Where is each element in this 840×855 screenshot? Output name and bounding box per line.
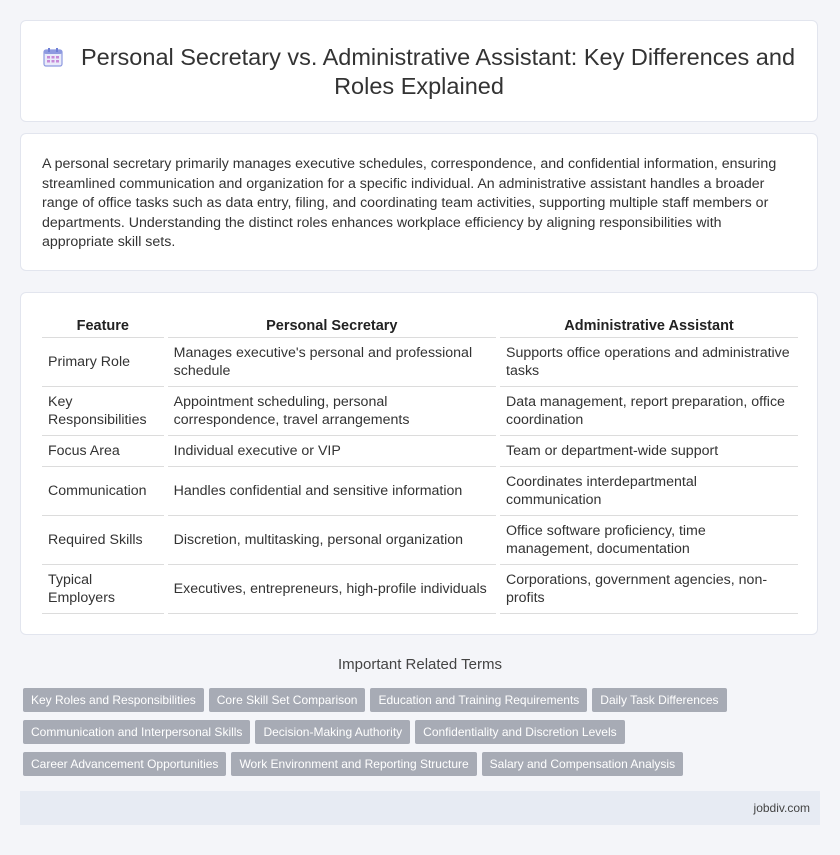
page-title-block xyxy=(21,43,817,101)
tag-row xyxy=(23,688,803,720)
tag-salary[interactable]: Salary and Compensation Analysis xyxy=(482,752,683,776)
header-administrative-assistant: Administrative Assistant xyxy=(500,315,798,338)
header-personal-secretary: Personal Secretary xyxy=(168,315,496,338)
intro-paragraph: A personal secretary primarily manages executive schedules, correspondence, and confidential information, ensuring streamlined communication and organization for a specific individual. An administrative assistant handles a broader range of office tasks such as data entry, filing, and coordinating team activities, supporting multiple staff members or departments. Understanding the distinct roles enhances workplace efficiency by aligning responsibilities with appropriate skill sets. xyxy=(42,156,777,250)
tag-core-skill-set[interactable]: Core Skill Set Comparison xyxy=(209,688,366,712)
table-row xyxy=(42,436,798,467)
feature-cell: Typical Employers xyxy=(42,565,164,614)
comparison-table-card xyxy=(20,292,818,635)
table-row xyxy=(42,565,798,614)
related-terms-tags xyxy=(23,688,803,784)
assistant-cell: Team or department-wide support xyxy=(500,436,798,467)
tag-row xyxy=(23,752,803,784)
assistant-cell: Corporations, government agencies, non-profits xyxy=(500,565,798,614)
feature-cell: Focus Area xyxy=(42,436,164,467)
assistant-cell: Data management, report preparation, office coordination xyxy=(500,387,798,436)
tag-communication-skills[interactable]: Communication and Interpersonal Skills xyxy=(23,720,250,744)
calendar-icon xyxy=(43,45,63,65)
table-header-row xyxy=(42,315,798,338)
secretary-cell: Handles confidential and sensitive information xyxy=(168,467,496,516)
secretary-cell: Executives, entrepreneurs, high-profile individuals xyxy=(168,565,496,614)
related-terms-title: Important Related Terms xyxy=(338,656,502,673)
table-row xyxy=(42,338,798,387)
footer-site-link[interactable]: jobdiv.com xyxy=(753,801,810,815)
footer xyxy=(20,791,820,825)
tag-work-environment[interactable]: Work Environment and Reporting Structure xyxy=(231,752,476,776)
table-row xyxy=(42,467,798,516)
secretary-cell: Manages executive's personal and professional schedule xyxy=(168,338,496,387)
secretary-cell: Discretion, multitasking, personal organization xyxy=(168,516,496,565)
secretary-cell: Appointment scheduling, personal correspondence, travel arrangements xyxy=(168,387,496,436)
table-row xyxy=(42,387,798,436)
tag-career-advancement[interactable]: Career Advancement Opportunities xyxy=(23,752,226,776)
feature-cell: Communication xyxy=(42,467,164,516)
table-row xyxy=(42,516,798,565)
page-title: Personal Secretary vs. Administrative Assistant: Key Differences and Roles Explained xyxy=(80,44,796,99)
tag-education-training[interactable]: Education and Training Requirements xyxy=(370,688,587,712)
feature-cell: Key Responsibilities xyxy=(42,387,164,436)
intro-card xyxy=(20,133,818,271)
assistant-cell: Supports office operations and administrative tasks xyxy=(500,338,798,387)
assistant-cell: Office software proficiency, time management, documentation xyxy=(500,516,798,565)
assistant-cell: Coordinates interdepartmental communication xyxy=(500,467,798,516)
comparison-table xyxy=(42,315,798,614)
secretary-cell: Individual executive or VIP xyxy=(168,436,496,467)
tag-decision-making[interactable]: Decision-Making Authority xyxy=(255,720,410,744)
header-feature: Feature xyxy=(42,315,164,338)
tag-key-roles[interactable]: Key Roles and Responsibilities xyxy=(23,688,204,712)
tag-row xyxy=(23,720,803,752)
title-card xyxy=(20,20,818,122)
tag-confidentiality[interactable]: Confidentiality and Discretion Levels xyxy=(415,720,624,744)
tag-daily-task[interactable]: Daily Task Differences xyxy=(592,688,726,712)
feature-cell: Required Skills xyxy=(42,516,164,565)
feature-cell: Primary Role xyxy=(42,338,164,387)
